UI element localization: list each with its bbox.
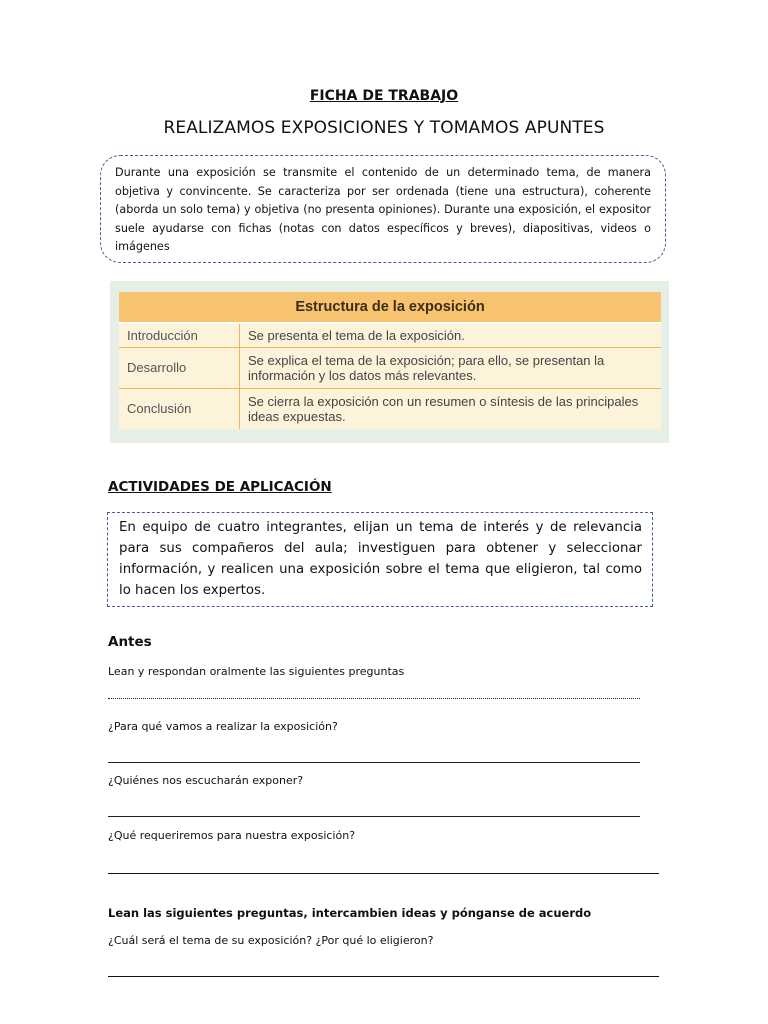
agreement-instruction: Lean las siguientes preguntas, intercambien ideas y pónganse de acuerdo: [108, 906, 592, 920]
intro-text: Durante una exposición se transmite el contenido de un determinado tema, de manera objetiva y convincente. Se caracteriza por ser ordenada (tiene una estructura), coherente (aborda un solo tema) y objetiva (no presenta opiniones). Durante una exposición, el expositor suele ayudarse con fichas (notas con datos específicos y breves), diapositivas, videos o imágenes: [115, 166, 651, 254]
task-text: En equipo de cuatro integrantes, elijan un tema de interés y de relevancia para sus compañeros del aula; investiguen para obtener y seleccionar información, y realicen una exposición sobre el tema que eligieron, tal como lo hacen los expertos.: [119, 520, 642, 598]
answer-line: [108, 762, 640, 763]
task-box: [107, 512, 653, 607]
structure-table-heading: Estructura de la exposición: [119, 292, 661, 323]
question-topic: ¿Cuál será el tema de su exposición? ¿Por qué lo eligieron?: [108, 934, 434, 947]
table-cell-description: Se cierra la exposición con un resumen o síntesis de las principales ideas expuestas.: [240, 389, 662, 430]
antes-heading: Antes: [108, 634, 152, 650]
worksheet-subtitle: REALIZAMOS EXPOSICIONES Y TOMAMOS APUNTES: [163, 118, 605, 138]
table-cell-part: Introducción: [119, 323, 240, 348]
table-row: [119, 323, 661, 348]
question-purpose: ¿Para qué vamos a realizar la exposición?: [108, 720, 338, 733]
structure-table-panel: [110, 281, 669, 443]
table-row: [119, 348, 661, 389]
structure-table: [119, 292, 661, 429]
table-cell-part: Desarrollo: [119, 348, 240, 389]
activities-heading: ACTIVIDADES DE APLICACIÓN: [108, 479, 332, 495]
table-cell-description: Se explica el tema de la exposición; para ello, se presentan la información y los datos más relevantes.: [240, 348, 662, 389]
answer-line-dotted: [108, 698, 640, 699]
answer-line: [108, 816, 640, 817]
antes-instruction: Lean y respondan oralmente las siguientes preguntas: [108, 665, 405, 678]
table-row: [119, 389, 661, 430]
worksheet-title: FICHA DE TRABAJO: [309, 88, 459, 104]
intro-box: [100, 155, 666, 263]
table-cell-description: Se presenta el tema de la exposición.: [240, 323, 662, 348]
question-audience: ¿Quiénes nos escucharán exponer?: [108, 774, 304, 787]
answer-line: [108, 873, 659, 874]
question-requirements: ¿Qué requeriremos para nuestra exposición?: [108, 829, 356, 842]
table-cell-part: Conclusión: [119, 389, 240, 430]
answer-line: [108, 976, 659, 977]
